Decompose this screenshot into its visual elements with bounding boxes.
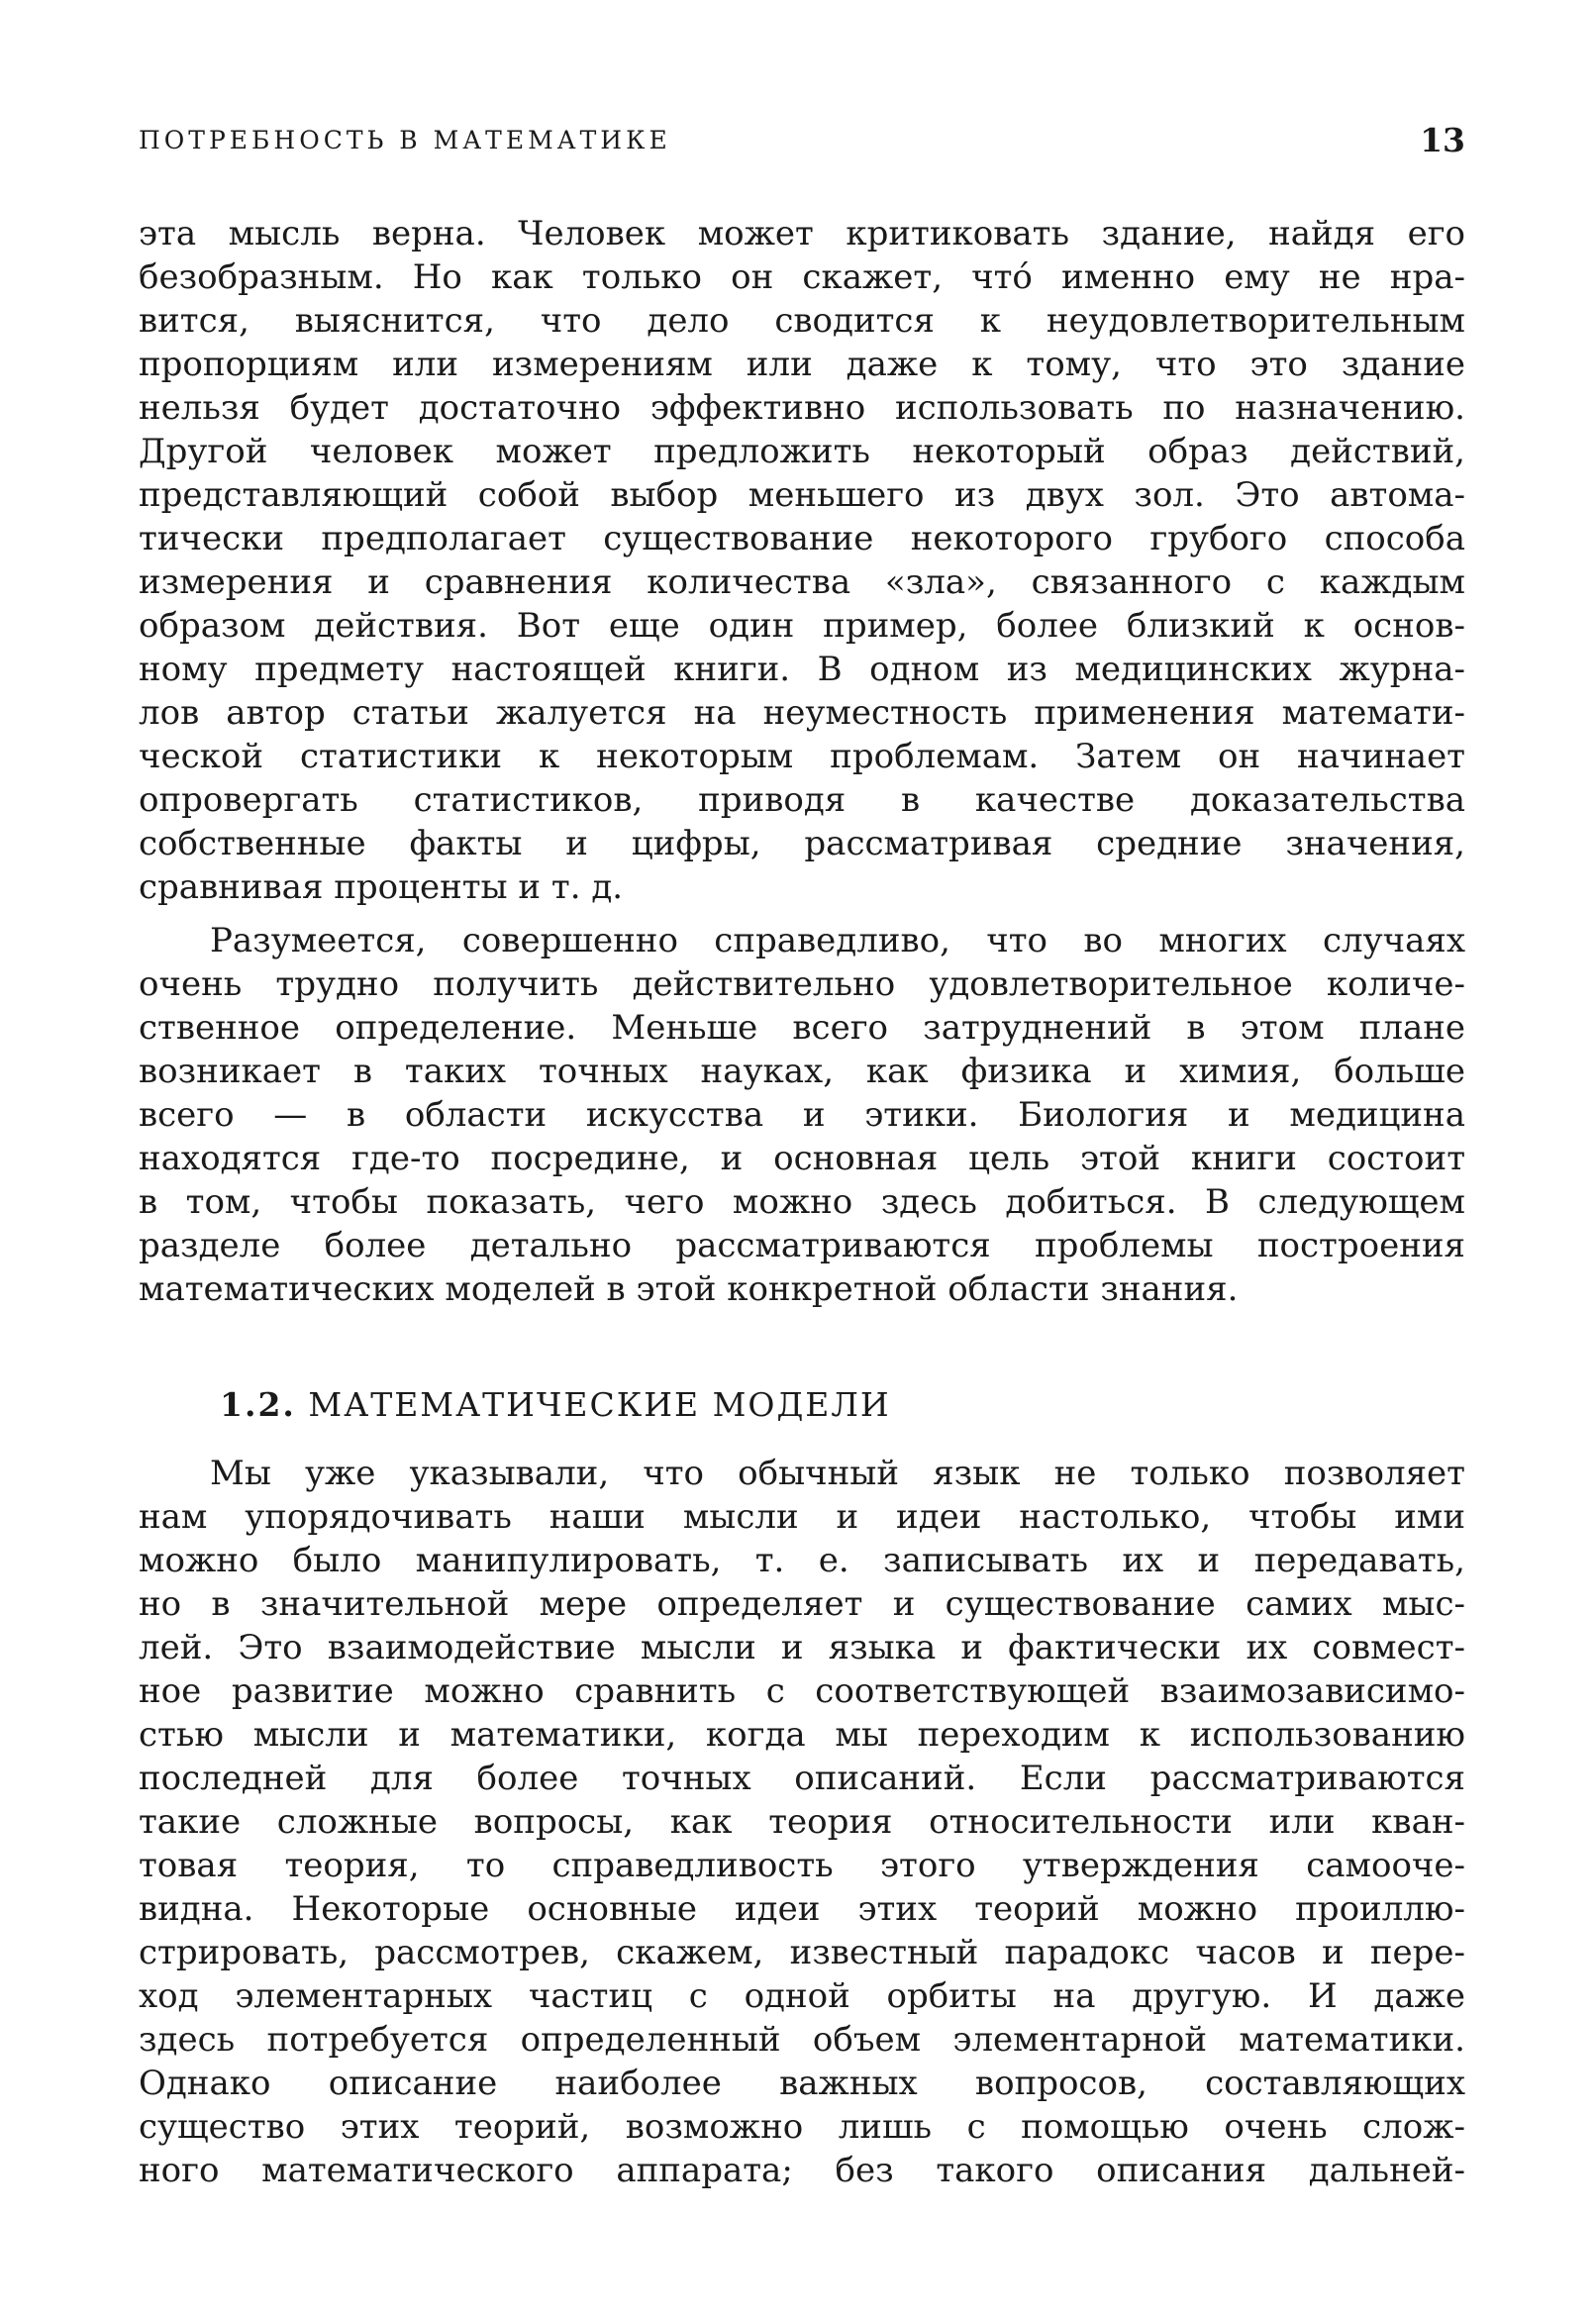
- text-line: эта мысль верна. Человек может критиковать здание, найдя его: [139, 214, 1465, 253]
- text-line: лов автор статьи жалуется на неуместность применения математи-: [139, 693, 1465, 733]
- section-number: 1.2.: [220, 1385, 296, 1424]
- paragraph-razumeetsya: [139, 919, 1465, 1311]
- text-line: Разумеется, совершенно справедливо, что во многих случаях: [210, 921, 1465, 960]
- text-line: собственные факты и цифры, рассматривая средние значения,: [139, 824, 1465, 863]
- page-number: 13: [1420, 121, 1465, 159]
- text-line: здесь потребуется определенный объем элементарной математики.: [139, 2020, 1465, 2060]
- section-heading: [220, 1380, 891, 1430]
- text-line: ному предмету настоящей книги. В одном из медицинских журна-: [139, 650, 1465, 689]
- paragraph-continuation: [139, 212, 1465, 909]
- text-line: ственное определение. Меньше всего затруднений в этом плане: [139, 1008, 1465, 1048]
- text-line: в том, чтобы показать, чего можно здесь добиться. В следующем: [139, 1182, 1465, 1222]
- text-line: вится, выяснится, что дело сводится к неудовлетворительным: [139, 301, 1465, 341]
- text-line: тически предполагает существование некоторого грубого способа: [139, 519, 1465, 558]
- text-line: нам упорядочивать наши мысли и идеи настолько, чтобы ими: [139, 1497, 1465, 1537]
- text-line: возникает в таких точных науках, как физика и химия, больше: [139, 1052, 1465, 1091]
- text-line: математических моделей в этой конкретной области знания.: [139, 1269, 1239, 1309]
- running-header: [139, 121, 1465, 160]
- running-title: ПОТРЕБНОСТЬ В МАТЕМАТИКЕ: [139, 126, 671, 154]
- text-line: лей. Это взаимодействие мысли и языка и фактически их совмест-: [139, 1628, 1465, 1667]
- text-line: видна. Некоторые основные идеи этих теорий можно проиллю-: [139, 1889, 1465, 1929]
- text-line: стрировать, рассмотрев, скажем, известный парадокс часов и пере-: [139, 1933, 1465, 1972]
- text-line: ное развитие можно сравнить с соответствующей взаимозависимо-: [139, 1671, 1465, 1711]
- text-line: представляющий собой выбор меньшего из двух зол. Это автома-: [139, 475, 1465, 515]
- text-line: Мы уже указывали, что обычный язык не только позволяет: [210, 1454, 1465, 1493]
- text-line: можно было манипулировать, т. е. записывать их и передавать,: [139, 1541, 1465, 1580]
- text-line: измерения и сравнения количества «зла», связанного с каждым: [139, 562, 1465, 602]
- text-line: Однако описание наиболее важных вопросов, составляющих: [139, 2064, 1465, 2103]
- text-line: нельзя будет достаточно эффективно использовать по назначению.: [139, 388, 1465, 428]
- text-line: существо этих теорий, возможно лишь с помощью очень слож-: [139, 2107, 1465, 2147]
- text-line: ход элементарных частиц с одной орбиты на другую. И даже: [139, 1976, 1465, 2016]
- text-line: образом действия. Вот еще один пример, более близкий к основ-: [139, 606, 1465, 646]
- paragraph-my-uzhe: [139, 1452, 1465, 2192]
- section-title: МАТЕМАТИЧЕСКИЕ МОДЕЛИ: [308, 1385, 891, 1424]
- text-line: ного математического аппарата; без такого описания дальней-: [139, 2151, 1465, 2190]
- text-line: опровергать статистиков, приводя в качестве доказательства: [139, 780, 1465, 820]
- text-line: товая теория, то справедливость этого утверждения самооче-: [139, 1846, 1465, 1885]
- text-line: ческой статистики к некоторым проблемам. Затем он начинает: [139, 737, 1465, 776]
- text-line: но в значительной мере определяет и существование самих мыс-: [139, 1584, 1465, 1624]
- text-line: безобразным. Но как только он скажет, чтó именно ему не нра-: [139, 257, 1465, 297]
- text-line: последней для более точных описаний. Если рассматриваются: [139, 1759, 1465, 1798]
- text-line: Другой человек может предложить некоторый образ действий,: [139, 432, 1465, 471]
- text-line: пропорциям или измерениям или даже к тому, что это здание: [139, 345, 1465, 384]
- text-line: сравнивая проценты и т. д.: [139, 867, 624, 907]
- text-line: стью мысли и математики, когда мы переходим к использованию: [139, 1715, 1465, 1755]
- text-line: очень трудно получить действительно удовлетворительное количе-: [139, 964, 1465, 1004]
- text-line: разделе более детально рассматриваются проблемы построения: [139, 1226, 1465, 1265]
- text-line: всего — в области искусства и этики. Биология и медицина: [139, 1095, 1465, 1135]
- text-line: находятся где-то посредине, и основная цель этой книги состоит: [139, 1139, 1465, 1178]
- text-line: такие сложные вопросы, как теория относительности или кван-: [139, 1802, 1465, 1842]
